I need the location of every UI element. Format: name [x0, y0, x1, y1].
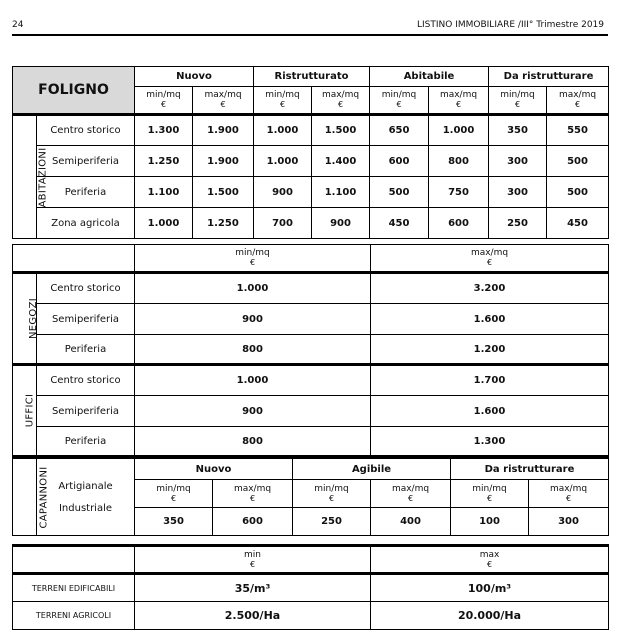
zone-label: Centro storico: [37, 273, 135, 304]
value-cell: 1.250: [135, 146, 193, 177]
value-cell: 800: [429, 146, 489, 177]
unit-header: max/mq €: [547, 87, 609, 115]
zone-label: Semiperiferia: [37, 304, 135, 335]
value-cell: 1.000: [254, 146, 312, 177]
value-cell: 1.300: [371, 427, 609, 456]
value-cell: 650: [370, 115, 429, 146]
section-label-uffici: UFFICI: [13, 365, 37, 456]
section-label-capannoni: CAPANNONI: [13, 458, 37, 536]
capannoni-table: [12, 456, 609, 536]
terreni-table: [12, 544, 609, 630]
value-cell: 300: [489, 146, 547, 177]
value-cell: 1.600: [371, 304, 609, 335]
section-label-abitazioni: ABITAZIONI: [13, 115, 37, 239]
unit-header: min/mq €: [489, 87, 547, 115]
terreni-label: TERRENI EDIFICABILI: [13, 574, 135, 602]
unit-header: min/mq €: [254, 87, 312, 115]
terreni-label: TERRENI AGRICOLI: [13, 602, 135, 630]
unit-header: max/mq €: [213, 480, 293, 508]
value-cell: 1.250: [193, 208, 254, 239]
negozi-uffici-table: [12, 244, 609, 456]
header-rule: [12, 34, 608, 36]
group-header: Nuovo: [135, 458, 293, 480]
value-cell: 500: [547, 146, 609, 177]
value-cell: 1.400: [312, 146, 370, 177]
value-cell: 450: [547, 208, 609, 239]
value-cell: 900: [135, 396, 371, 427]
value-cell: 1.000: [135, 273, 371, 304]
value-cell: 1.000: [135, 365, 371, 396]
table-row: [13, 396, 609, 427]
table-row: [13, 208, 609, 239]
value-cell: 100: [451, 508, 529, 536]
header-title: LISTINO IMMOBILIARE /III° Trimestre 2019: [417, 20, 604, 30]
value-cell: 300: [489, 177, 547, 208]
page-header: [12, 20, 608, 34]
value-cell: 3.200: [371, 273, 609, 304]
value-cell: 1.700: [371, 365, 609, 396]
group-header: Ristrutturato: [254, 67, 370, 87]
unit-header: max/mq €: [371, 480, 451, 508]
value-cell: 450: [370, 208, 429, 239]
value-cell: 35/m³: [135, 574, 371, 602]
zone-label: Centro storico: [37, 365, 135, 396]
unit-header: min €: [135, 546, 371, 574]
value-cell: 550: [547, 115, 609, 146]
value-cell: 1.900: [193, 146, 254, 177]
value-cell: 500: [370, 177, 429, 208]
zone-label: Periferia: [37, 335, 135, 365]
unit-header: max/mq €: [193, 87, 254, 115]
value-cell: 1.300: [135, 115, 193, 146]
value-cell: 600: [370, 146, 429, 177]
table-row: [13, 273, 609, 304]
value-cell: 250: [489, 208, 547, 239]
value-cell: 1.500: [312, 115, 370, 146]
unit-header: min/mq €: [451, 480, 529, 508]
unit-header: min/mq €: [135, 245, 371, 273]
zone-label: Centro storico: [37, 115, 135, 146]
value-cell: 900: [254, 177, 312, 208]
zone-label: Periferia: [37, 177, 135, 208]
table-row: [13, 602, 609, 630]
unit-header: max/mq €: [371, 245, 609, 273]
value-cell: 800: [135, 335, 371, 365]
value-cell: 250: [293, 508, 371, 536]
zone-label: Artigianale Industriale: [37, 458, 135, 536]
value-cell: 350: [489, 115, 547, 146]
group-header: Nuovo: [135, 67, 254, 87]
group-header: Abitabile: [370, 67, 489, 87]
value-cell: 300: [529, 508, 609, 536]
value-cell: 800: [135, 427, 371, 456]
table-row: [13, 574, 609, 602]
value-cell: 900: [135, 304, 371, 335]
value-cell: 100/m³: [371, 574, 609, 602]
value-cell: 1.200: [371, 335, 609, 365]
zone-label: Zona agricola: [37, 208, 135, 239]
abitazioni-table: [12, 66, 609, 239]
unit-header: max/mq €: [429, 87, 489, 115]
group-header: Da ristrutturare: [451, 458, 609, 480]
value-cell: 1.000: [429, 115, 489, 146]
empty-cell: [13, 546, 135, 574]
value-cell: 600: [429, 208, 489, 239]
value-cell: 1.900: [193, 115, 254, 146]
table-row: [13, 115, 609, 146]
value-cell: 1.000: [135, 208, 193, 239]
zone-label: Periferia: [37, 427, 135, 456]
unit-header: max €: [371, 546, 609, 574]
table-row: [13, 335, 609, 365]
zone-label: Semiperiferia: [37, 396, 135, 427]
value-cell: 350: [135, 508, 213, 536]
unit-header: min/mq €: [370, 87, 429, 115]
value-cell: 900: [312, 208, 370, 239]
unit-header: min/mq €: [293, 480, 371, 508]
value-cell: 500: [547, 177, 609, 208]
section-label-negozi: NEGOZI: [13, 273, 37, 365]
value-cell: 1.000: [254, 115, 312, 146]
city-name: FOLIGNO: [38, 82, 109, 98]
table-row: [13, 146, 609, 177]
table-row: [13, 427, 609, 456]
unit-header: max/mq €: [529, 480, 609, 508]
unit-header: min/mq €: [135, 87, 193, 115]
group-header: Agibile: [293, 458, 451, 480]
value-cell: 750: [429, 177, 489, 208]
group-header: Da ristrutturare: [489, 67, 609, 87]
value-cell: 1.600: [371, 396, 609, 427]
value-cell: 600: [213, 508, 293, 536]
value-cell: 2.500/Ha: [135, 602, 371, 630]
value-cell: 20.000/Ha: [371, 602, 609, 630]
value-cell: 1.500: [193, 177, 254, 208]
value-cell: 700: [254, 208, 312, 239]
value-cell: 1.100: [312, 177, 370, 208]
table-row: [13, 365, 609, 396]
unit-header: min/mq €: [135, 480, 213, 508]
city-cell: [13, 67, 135, 115]
empty-cell: [13, 245, 135, 273]
table-row: [13, 177, 609, 208]
zone-label: Semiperiferia: [37, 146, 135, 177]
page-number: 24: [12, 20, 24, 30]
value-cell: 400: [371, 508, 451, 536]
value-cell: 1.100: [135, 177, 193, 208]
unit-header: max/mq €: [312, 87, 370, 115]
table-row: [13, 304, 609, 335]
